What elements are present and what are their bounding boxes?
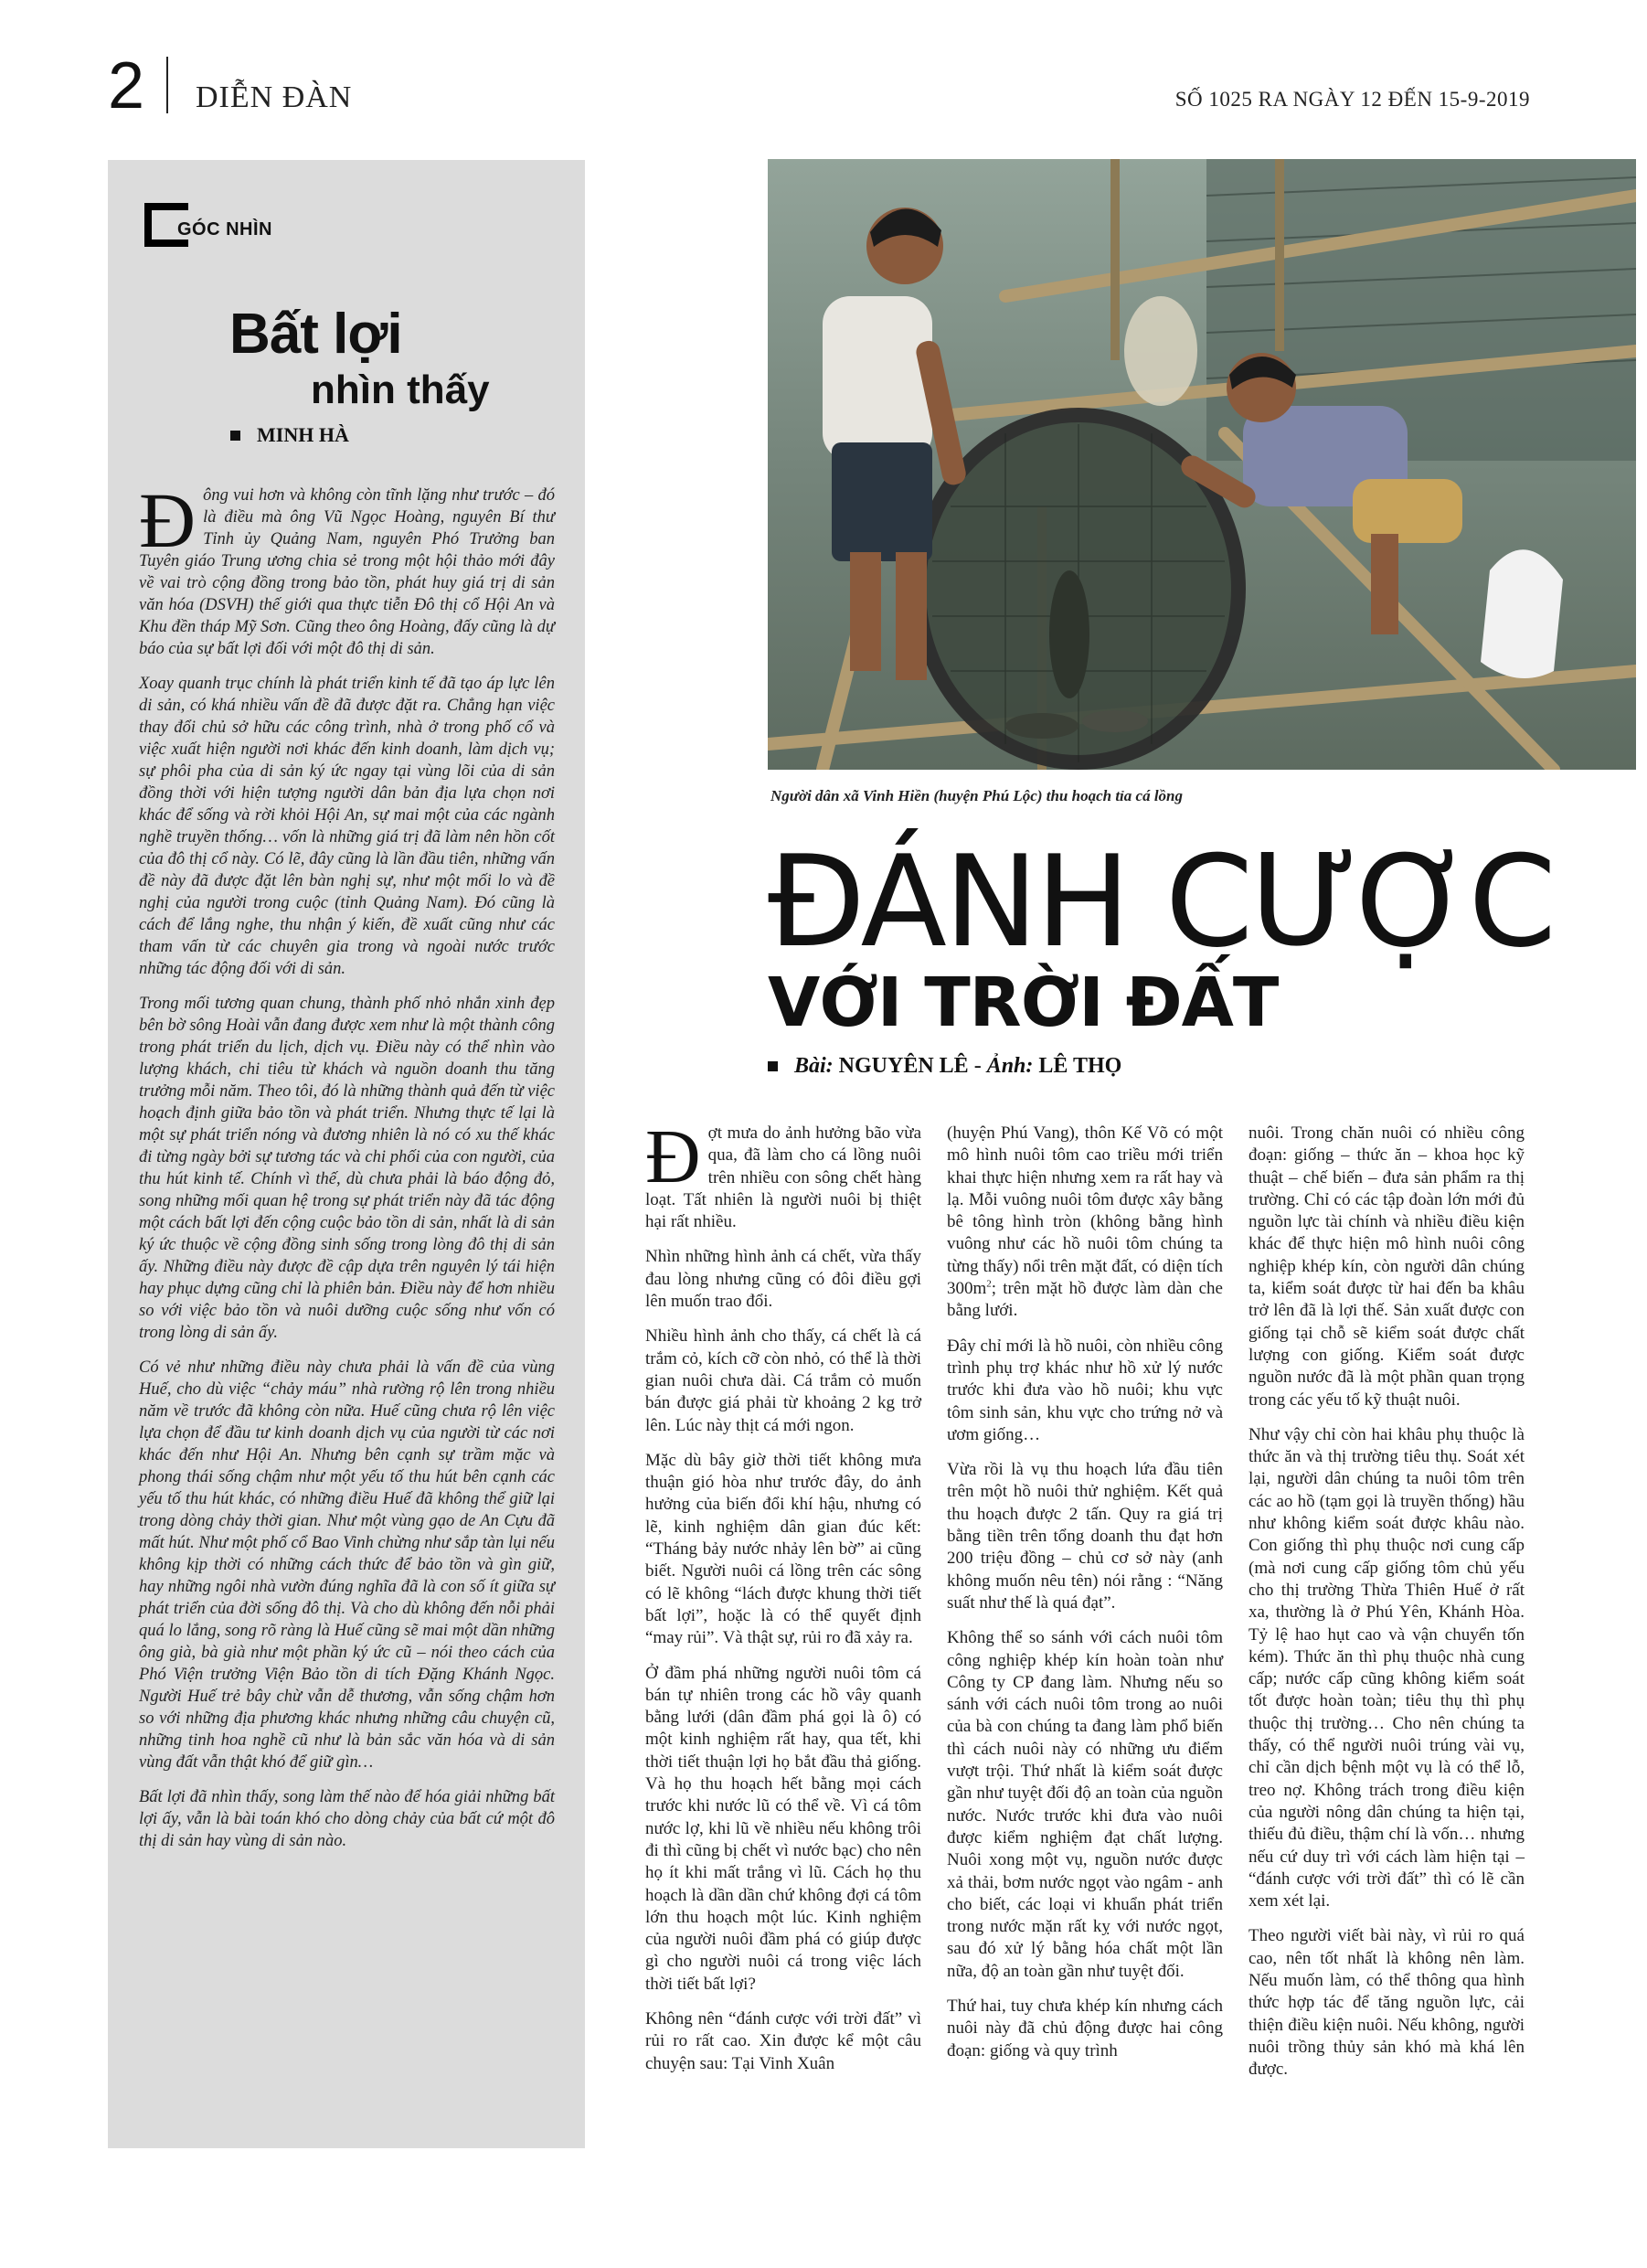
article-paragraph: Mặc dù bây giờ thời tiết không mưa thuận gió hòa như trước đây, do ảnh hưởng của biến đổi khí hậu, nhưng có lẽ, kinh nghiệm dân gian đúc kết: “Tháng bảy nước nhảy lên bờ” ai cũng biết. Người nuôi cá lồng trên các sông có lẽ không “lách được khung thời tiết bất lợi”, hoặc là có thể quyết định “may rủi”. Và thật sự, rủi ro đã xảy ra. [645,1450,921,1648]
byline-label-text: Bài: [794,1054,834,1078]
article-paragraph: Ở đầm phá những người nuôi tôm cá bán tự nhiên trong các hồ vây quanh bằng lưới (dân đầm phá gọi là ô) có một kinh nghiệm rất hay, qua tết, khi thời tiết thuận lợi họ bắt đầu thả giống. Và họ thu hoạch hết bằng mọi cách trước khi nước lũ có thể về. Vì cá tôm nước lợ, khi lũ về nhiều nếu không trôi đi thì cũng bị chết vì nước bạc) cho nên họ ít khi mất trắng vì lũ. Cách họ thu hoạch là dần dần chứ không đợi cá tôm lớn thu hoạch một lúc. Kinh nghiệm của người nuôi đầm phá có giúp được gì cho người nuôi cá trong việc lách thời tiết bất lợi? [645,1663,921,1994]
sidebar-dropcap: Đ [139,476,197,564]
sidebar-author [230,423,349,447]
sidebar-paragraph: Có vẻ như những điều này chưa phải là vấn đề của vùng Huế, cho dù việc “chảy máu” nhà rường rộ lên trong nhiều năm về trước đã không còn nữa. Huế cũng chưa rộ lên việc lựa chọn để đầu tư kinh doanh dịch vụ của người từ các nơi khác đến như Hội An. Nhưng bên cạnh sự trầm mặc và phong thái sống chậm như một yếu tố thu hút bên cạnh các yếu tố thu hút khác, có những điều Huế đã không thể giữ lại trong dòng chảy thời gian. Như một vùng gạo de An Cựu đã mất hút. Như một phố cổ Bao Vinh chừng như sắp tàn lụi nếu không kịp thời có những cách thức để bảo tồn và gìn giữ, hay những ngôi nhà vườn đúng nghĩa đã là con số ít giữa sự phát triển của đời sống đô thị. Và cho dù không đến nỗi phải quá lo lắng, song rõ ràng là Huế cũng sẽ mai một dần những ông già, bà già như một phần ký ức cũ – nói theo cách của Phó Viện trưởng Viện Bảo tồn di tích Đặng Khánh Ngọc. Người Huế trẻ bây chừ vẫn dễ thương, vẫn sống chậm hơn so với những địa phương khác nhưng những câu chuyện cũ, những tinh hoa nghề cũ như là bản sắc văn hóa và di sản vùng đất vẫn thật khó để giữ gìn… [139,1358,555,1772]
sidebar-paragraph: Xoay quanh trục chính là phát triển kinh tế đã tạo áp lực lên di sản, có khá nhiều vấn đề đã được đặt ra. Chẳng hạn việc thay đổi chủ sở hữu các công trình, nhà ở trong phố cổ và việc xuất hiện người nơi khác đến kinh doanh, làm dịch vụ; sự phôi pha của di sản ký ức ngay tại vùng lõi của di sản đồng thời với hiện tượng người dân bản địa lựa chọn nơi khác để sống và rời khỏi Hội An, sự mai một của các ngành nghề truyền thống… vốn là những giá trị đã làm nên hồn cốt của đô thị cổ này. Có lẽ, đây cũng là lần đầu tiên, những vấn đề này đã được đặt lên bàn nghị sự, như một mối lo và đề nghị của người trong cuộc (tỉnh Quảng Nam). Đó cũng là cách để lắng nghe, thu nhận ý kiến, đề xuất cũng như các tham vấn từ các chuyên gia trong và ngoài nước trước những tác động đối với di sản. [139,675,555,978]
sidebar-body [139,476,555,1865]
article-paragraph: Nhiều hình ảnh cho thấy, cá chết là cá trắm cỏ, kích cỡ còn nhỏ, có thể là thời gian nuôi chưa dài. Cá trắm cỏ muốn bán được giá phải từ khoảng 2 kg trở lên. Lúc này thịt cá mới ngon. [645,1326,921,1435]
sidebar-title-line1: Bất lợi [229,303,402,366]
sidebar-paragraph: Bất lợi đã nhìn thấy, song làm thế nào để hóa giải những bất lợi ấy, vẫn là bài toán khó cho dòng chảy của bất cứ một đô thị di sản hay vùng di sản nào. [139,1788,555,1850]
issue-info: SỐ 1025 RA NGÀY 12 ĐẾN 15-9-2019 [1174,88,1530,111]
sidebar-column [108,160,585,2148]
article-paragraph: (huyện Phú Vang), thôn Kế Võ có một mô hình nuôi tôm cao triều mới triển khai thực hiện nhưng xem ra rất hay và lạ. Mỗi vuông nuôi tôm được xây bằng bê tông hình tròn (không bằng hình vuông như các hồ nuôi tôm chúng ta từng thấy) nổi trên mặt đất, có diện tích $300m^2$; trên mặt hồ được làm dàn che bằng lưới. [947,1123,1223,1321]
bullet-square-icon [768,1061,778,1071]
byline-author: NGUYÊN LÊ [838,1054,969,1078]
byline-photographer: LÊ THỌ [1038,1054,1122,1078]
article-column-2 [947,1123,1223,2075]
article-paragraph: Đây chỉ mới là hồ nuôi, còn nhiều công trình phụ trợ khác như hồ xử lý nước trước khi đưa vào hồ nuôi; khu vực tôm sinh sản, khu vực cho trứng nở và ươm giống… [947,1336,1223,1444]
article-paragraph: Theo người viết bài này, vì rủi ro quá cao, nên tốt nhất là không nên làm. Nếu muốn làm, có thể thông qua hình thức hợp tác để tăng nguồn lực, cải thiện điều kiện nuôi. Nếu không, người nuôi trồng thủy sản khó mà khá lên được. [1249,1926,1525,2080]
rubric-label: GÓC NHÌN [177,219,272,240]
byline-label-photo: Ảnh: [986,1054,1034,1078]
header-divider [166,57,168,113]
article-paragraph: Nhìn những hình ảnh cá chết, vừa thấy đau lòng nhưng cũng có đôi điều gợi lên muốn trao đổi. [645,1247,921,1312]
article-photo [768,159,1636,770]
article-column-3 [1249,1123,1525,2093]
page-number: 2 [108,49,145,122]
sidebar-title-line2: nhìn thấy [311,367,490,412]
sidebar-paragraph: Trong mối tương quan chung, thành phố nhỏ nhắn xinh đẹp bên bờ sông Hoài vẫn đang được xem như là một thành công trong phát triển du lịch, dịch vụ. Điều này có thể nhìn vào lượng khách, chi tiêu từ khách và nguồn doanh thu tăng trưởng mỗi năm. Theo tôi, đó là những thành quả đến từ việc hoạch định giữa bảo tồn và phát triển. Nhưng thực tế lại là một sự phát triển nóng và đương nhiên là nó có xu thế khác đi từng ngày bởi sự tương tác và chi phối của con người, của thu hút kinh tế. Chính vì thế, dù chưa phải là báo động đỏ, song những mối quan hệ trong sự phát triển này đã tác động một cách bất lợi đến cộng cuộc bảo tồn di sản, nhất là di sản ký ức thuộc về cộng đồng sinh sống trong lòng đô thị di sản ấy. Những điều này được đề cập dựa trên nguyên lý tái hiện hay phục dựng cũng chỉ là phiên bản. Điều này để hơn nhiều so với việc bảo tồn và nuôi dưỡng cuộc sống như vốn có trong lòng di sản ấy. [139,995,555,1342]
article-paragraph: Không nên “đánh cược với trời đất” vì rủi ro rất cao. Xin được kể một câu chuyện sau: Tại Vinh Xuân [645,2008,921,2073]
article-column-1 [645,1114,921,2088]
article-paragraph: nuôi. Trong chăn nuôi có nhiều công đoạn: giống – thức ăn – khoa học kỹ thuật – chế biến – đưa sản phẩm ra thị trường. Chỉ có các tập đoàn lớn mới đủ nguồn lực tài chính và nhiều điều kiện khác để thực hiện mô hình nuôi công nghiệp khép kín, còn người dân chúng ta, kiểm soát được từ hai đến ba khâu trở lên đã là lợi thế. Sản xuất được con giống tại chỗ sẽ kiểm soát được chất lượng con giống. Kiểm soát được nguồn nước đã là một phần quan trọng trong các yếu tố kỹ thuật nuôi. [1249,1123,1525,1410]
superscript-unit: 2 [986,1278,992,1290]
article-title-line1: ĐÁNH CƯỢC [768,828,1554,975]
article-paragraph: Vừa rồi là vụ thu hoạch lứa đầu tiên trên một hồ nuôi thử nghiệm. Kết quả thu hoạch được 2 tấn. Quy ra giá trị bằng tiền trên tổng doanh thu đạt hơn 200 triệu đồng – chủ cơ sở này (anh không muốn nêu tên) nói rằng : “Năng suất như thế là quá đạt”. [947,1460,1223,1613]
section-name: DIỄN ĐÀN [196,80,353,114]
byline-separator: - [973,1054,982,1078]
bullet-square-icon [230,431,240,441]
article-title-line2: VỚI TRỜI ĐẤT [768,964,1279,1042]
article-dropcap: Đ [645,1114,701,1199]
photo-caption: Người dân xã Vinh Hiền (huyện Phú Lộc) thu hoạch tỉa cá lồng [770,787,1183,804]
article-paragraph: Như vậy chỉ còn hai khâu phụ thuộc là thức ăn và thị trường tiêu thụ. Soát xét lại, người dân chúng ta nuôi tôm trên các ao hồ (tạm gọi là truyền thống) hầu như không kiểm soát được khâu nào. Con giống thì phụ thuộc nơi cung cấp (mà nơi cung cấp giống tôm chủ yếu cho thị trường Thừa Thiên Huế ở rất xa, thường là ở Phú Yên, Khánh Hòa. Tỷ lệ hao hụt cao và vận chuyển tốn kém). Thức ăn thì phụ thuộc nhà cung cấp; nước cấp cũng không kiểm soát tốt được hoàn toàn; tiêu thụ thì phụ thuộc thị trường… Cho nên chúng ta thấy, có thể người nuôi trúng vài vụ, chỉ cần dịch bệnh một vụ là có thể lỗ, treo nợ. Không trách trong điều kiện của người nông dân chúng ta hiện tại, thiếu đủ điều, thậm chí là vốn… nhưng nếu cứ duy trì với cách làm hiện tại – “đánh cược với trời đất” thì có lẽ cần xem xét lại. [1249,1424,1525,1911]
article-byline [768,1054,1121,1079]
sidebar-paragraph: Đông vui hơn và không còn tĩnh lặng như trước – đó là điều mà ông Vũ Ngọc Hoàng, nguyên Bí thư Tỉnh ủy Quảng Nam, nguyên Phó Trưởng ban Tuyên giáo Trung ương chia sẻ trong một hội thảo mới đây về vai trò cộng đồng trong bảo tồn, phát huy giá trị di sản văn hóa (DSVH) thế giới qua thực tiễn Đô thị cổ Hội An và Khu đền tháp Mỹ Sơn. Cũng theo ông Hoàng, đấy cũng là dự báo của sự bất lợi đối với một đô thị di sản. [139,476,555,658]
fish-harvest-photo [768,159,1636,770]
sidebar-author-name: MINH HÀ [257,423,349,446]
article-paragraph: Thứ hai, tuy chưa khép kín nhưng cách nuôi này đã chủ động được hai công đoạn: giống và quy trình [947,1996,1223,2060]
article-paragraph: Đợt mưa do ảnh hưởng bão vừa qua, đã làm cho cá lồng nuôi trên nhiều con sông chết hàng loạt. Tất nhiên là người nuôi bị thiệt hại rất nhiều. [645,1114,921,1232]
article-paragraph: Không thể so sánh với cách nuôi tôm công nghiệp khép kín hoàn toàn như Công ty CP đang làm. Nhưng nếu so sánh với cách nuôi tôm trong ao nuôi của bà con chúng ta đang làm phổ biến thì cách nuôi này có những ưu điểm vượt trội. Thứ nhất là kiểm soát được gần như tuyệt đối độ an toàn của nguồn nước. Nước trước khi đưa vào nuôi được kiểm nghiệm đạt chất lượng. Nuôi xong một vụ, nguồn nước được xả thải, bơm nước ngọt vào ngâm - anh cho biết, các loại vi khuẩn phát triển trong nước mặn rất kỵ với nước ngọt, sau đó xử lý bằng hóa chất một lần nữa, độ an toàn gần như tuyệt đối. [947,1628,1223,1981]
